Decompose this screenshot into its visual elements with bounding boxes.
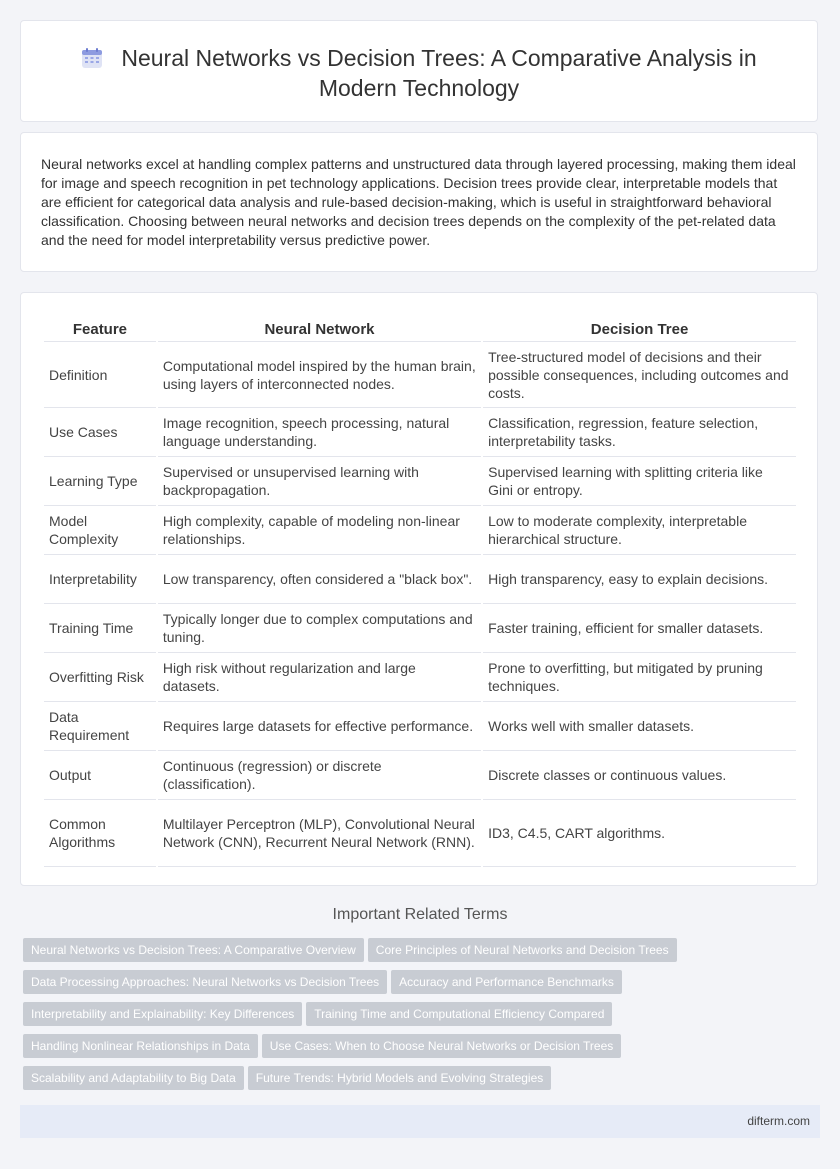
table-row xyxy=(44,506,796,555)
feature-cell: Training Time xyxy=(44,604,156,653)
feature-cell: Output xyxy=(44,751,156,800)
related-term-link[interactable]: Interpretability and Explainability: Key Differences xyxy=(23,1002,302,1026)
related-term-link[interactable]: Scalability and Adaptability to Big Data xyxy=(23,1066,244,1090)
neural-network-cell: Low transparency, often considered a "black box". xyxy=(158,555,481,604)
calendar-icon xyxy=(81,47,103,69)
decision-tree-cell: Low to moderate complexity, interpretable hierarchical structure. xyxy=(483,506,796,555)
table-row xyxy=(44,702,796,751)
related-term-link[interactable]: Use Cases: When to Choose Neural Networks or Decision Trees xyxy=(262,1034,621,1058)
related-terms-title: Important Related Terms xyxy=(332,906,508,923)
feature-cell: Model Complexity xyxy=(44,506,156,555)
neural-network-cell: Supervised or unsupervised learning with backpropagation. xyxy=(158,457,481,506)
neural-network-cell: Continuous (regression) or discrete (classification). xyxy=(158,751,481,800)
table-row xyxy=(44,751,796,800)
feature-cell: Definition xyxy=(44,342,156,408)
table-row xyxy=(44,604,796,653)
related-term-link[interactable]: Future Trends: Hybrid Models and Evolving Strategies xyxy=(248,1066,551,1090)
decision-tree-cell: High transparency, easy to explain decisions. xyxy=(483,555,796,604)
feature-cell: Data Requirement xyxy=(44,702,156,751)
tag-row xyxy=(23,970,723,994)
neural-network-cell: High risk without regularization and large datasets. xyxy=(158,653,481,702)
footer-bar xyxy=(20,1105,820,1138)
comparison-card xyxy=(20,292,818,886)
tag-row xyxy=(23,938,723,962)
page-title xyxy=(69,43,769,103)
neural-network-cell: Requires large datasets for effective performance. xyxy=(158,702,481,751)
decision-tree-cell: Tree-structured model of decisions and their possible consequences, including outcomes and costs. xyxy=(483,342,796,408)
decision-tree-cell: Prone to overfitting, but mitigated by pruning techniques. xyxy=(483,653,796,702)
decision-tree-cell: Faster training, efficient for smaller datasets. xyxy=(483,604,796,653)
tag-row xyxy=(23,1002,723,1026)
feature-cell: Use Cases xyxy=(44,408,156,457)
related-term-link[interactable]: Training Time and Computational Efficiency Compared xyxy=(306,1002,612,1026)
table-row xyxy=(44,342,796,408)
intro-card xyxy=(20,132,818,272)
related-terms-list xyxy=(23,938,723,1098)
table-row xyxy=(44,457,796,506)
feature-cell: Learning Type xyxy=(44,457,156,506)
table-header-row xyxy=(44,313,796,342)
neural-network-cell: High complexity, capable of modeling non-linear relationships. xyxy=(158,506,481,555)
tag-row xyxy=(23,1034,723,1058)
comparison-table xyxy=(42,313,798,867)
header-card xyxy=(20,20,818,122)
header-neural-network: Neural Network xyxy=(158,313,481,342)
footer-site-link[interactable]: difterm.com xyxy=(747,1114,810,1128)
intro-paragraph: Neural networks excel at handling complex patterns and unstructured data through layered processing, making them ideal for image and speech recognition in pet technology applications. Decision trees provide clear, interpretable models that are efficient for categorical data analysis and rule-based decision-making, which is useful in straightforward behavioral classification. Choosing between neural networks and decision trees depends on the complexity of the pet-related data and the need for model interpretability versus predictive power. xyxy=(41,156,796,248)
neural-network-cell: Image recognition, speech processing, natural language understanding. xyxy=(158,408,481,457)
table-row xyxy=(44,408,796,457)
table-row xyxy=(44,800,796,867)
related-term-link[interactable]: Data Processing Approaches: Neural Networks vs Decision Trees xyxy=(23,970,387,994)
neural-network-cell: Computational model inspired by the human brain, using layers of interconnected nodes. xyxy=(158,342,481,408)
feature-cell: Overfitting Risk xyxy=(44,653,156,702)
decision-tree-cell: Supervised learning with splitting criteria like Gini or entropy. xyxy=(483,457,796,506)
neural-network-cell: Multilayer Perceptron (MLP), Convolutional Neural Network (CNN), Recurrent Neural Network (RNN). xyxy=(158,800,481,867)
feature-cell: Common Algorithms xyxy=(44,800,156,867)
related-term-link[interactable]: Core Principles of Neural Networks and Decision Trees xyxy=(368,938,677,962)
related-term-link[interactable]: Accuracy and Performance Benchmarks xyxy=(391,970,622,994)
decision-tree-cell: ID3, C4.5, CART algorithms. xyxy=(483,800,796,867)
header-decision-tree: Decision Tree xyxy=(483,313,796,342)
table-row xyxy=(44,653,796,702)
feature-cell: Interpretability xyxy=(44,555,156,604)
neural-network-cell: Typically longer due to complex computations and tuning. xyxy=(158,604,481,653)
decision-tree-cell: Discrete classes or continuous values. xyxy=(483,751,796,800)
decision-tree-cell: Classification, regression, feature selection, interpretability tasks. xyxy=(483,408,796,457)
table-row xyxy=(44,555,796,604)
tag-row xyxy=(23,1066,723,1090)
related-term-link[interactable]: Neural Networks vs Decision Trees: A Comparative Overview xyxy=(23,938,364,962)
header-feature: Feature xyxy=(44,313,156,342)
title-text: Neural Networks vs Decision Trees: A Comparative Analysis in Modern Technology xyxy=(121,45,757,101)
decision-tree-cell: Works well with smaller datasets. xyxy=(483,702,796,751)
related-term-link[interactable]: Handling Nonlinear Relationships in Data xyxy=(23,1034,258,1058)
